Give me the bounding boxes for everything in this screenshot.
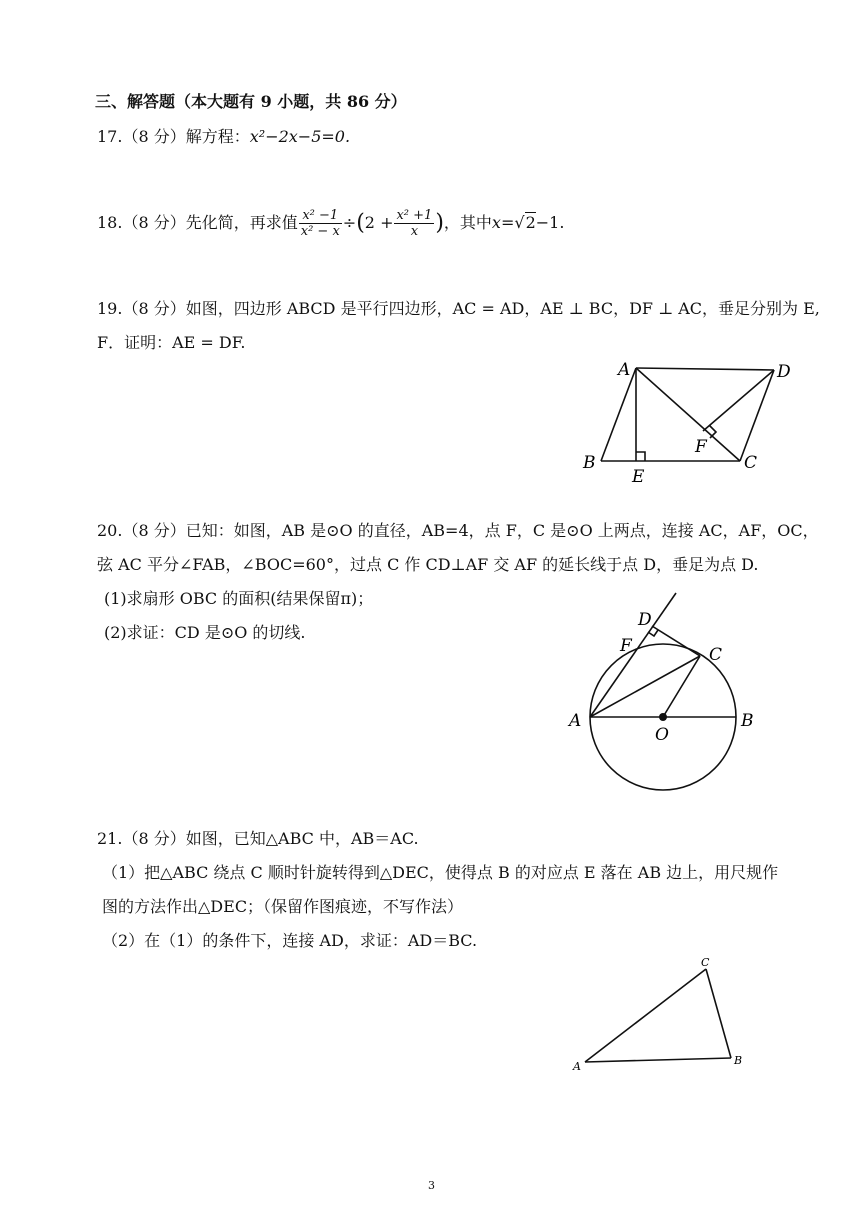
q19-line1: 如图，四边形 ABCD 是平行四边形，AC = AD，AE ⊥ BC，DF ⊥ AC，垂足分别为 E, [185,299,820,318]
page-number: 3 [428,1179,435,1192]
q20-part1: (1)求扇形 OBC 的面积(结果保留π)； [104,589,374,608]
q19-label-E: E [632,467,645,487]
q21-number: 21. [97,829,123,848]
q17-number: 17. [97,127,123,146]
q21-label-C: C [701,956,710,969]
q18-fraction-2-denominator: x [410,224,419,239]
q20-label-A: A [569,711,582,731]
q20-line1: 已知：如图，AB 是⊙O 的直径，AB=4，点 F，C 是⊙O 上两点，连接 AC，AF，OC， [185,521,819,540]
q20-line2: 弦 AC 平分∠FAB，∠BOC=60°，过点 C 作 CD⊥AF 交 AF 的延长线于点 D，垂足为点 D. [97,555,759,574]
q21-part2: （2）在（1）的条件下，连接 AD，求证：AD＝BC. [102,931,478,950]
q18-score: （8 分） [122,213,186,232]
q19-label-D: D [777,362,791,382]
q17-equation: x²−2x−5=0. [249,127,351,146]
q19-label-F: F [695,437,707,457]
q20-label-C: C [709,645,723,665]
q19-score: （8 分） [122,299,186,318]
q18-number: 18. [97,213,123,232]
q19-label-A: A [618,360,631,380]
q18-paren-close: ) [435,210,444,236]
q21-segment-AC [585,969,706,1062]
q19-label-B: B [583,453,596,473]
q19-label-C: C [744,453,758,473]
q18-two-plus: 2 + [364,213,394,232]
q19-line2: F．证明：AE = DF. [97,333,246,352]
q20-number: 20. [97,521,123,540]
q21-label-B: B [734,1054,743,1067]
q21-line1: 如图，已知△ABC 中，AB＝AC. [185,829,419,848]
q18-div-sign: ÷ [342,213,357,232]
q18-cond-sqrt: 2 [525,213,536,232]
q20-label-F: F [620,636,632,656]
q21-segment-AB [585,1058,731,1062]
q20-label-O: O [655,725,669,745]
q20-part2: (2)求证：CD 是⊙O 的切线. [104,623,306,642]
q18-text-pre: 先化简，再求值 [185,213,298,232]
q21-part1a: （1）把△ABC 绕点 C 顺时针旋转得到△DEC，使得点 B 的对应点 E 落在 AB 边上，用尺规作 [102,863,779,882]
question-18: 18.（8 分）先化简，再求值 $\frac{\text{x² −1}}{\text{x² − x}}$ ÷(2 + $\frac{\text{x² +1}}{x}$ )，其中x=√2−1. [97,208,565,239]
q19-number: 19. [97,299,123,318]
q18-fraction-1-numerator: x² −1 [299,208,342,224]
q17-score: （8 分） [122,127,186,146]
q18-cond-var: x= [491,213,515,232]
section-title: 三、解答题（本大题有 9 小题，共 86 分） [95,92,407,111]
q21-score: （8 分） [122,829,186,848]
q17-text: 解方程： [185,127,250,146]
q18-cond-tail: −1. [535,213,565,232]
q18-fraction-2-numerator: x² +1 [396,208,433,223]
q20-label-D: D [638,610,652,630]
q18-text-post: ，其中 [443,213,492,232]
q20-score: （8 分） [122,521,186,540]
q18-paren-open: ( [356,210,365,236]
q20-label-B: B [741,711,754,731]
q21-part1b: 图的方法作出△DEC；（保留作图痕迹，不写作法） [102,897,464,916]
q21-segment-CB [706,969,731,1058]
q21-label-A: A [573,1060,581,1073]
q18-fraction-1-denominator: x² − x [300,224,340,239]
